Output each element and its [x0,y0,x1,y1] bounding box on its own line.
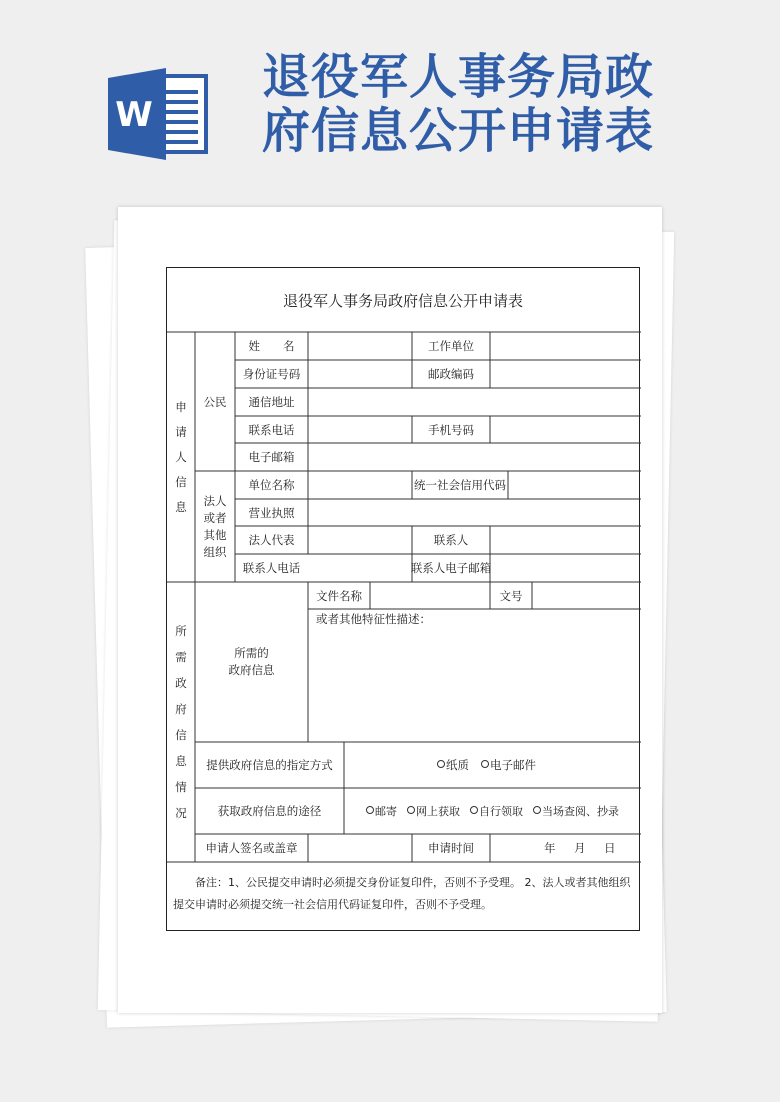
legal-label-line: 组织 [203,544,227,559]
workplace-label: 工作单位 [428,339,474,353]
section-char: 府 [175,702,187,716]
delivery-method-label: 提供政府信息的指定方式 [206,758,333,772]
section-char: 息 [175,754,187,768]
date-field[interactable] [490,834,641,862]
word-icon-letter: W [115,95,153,135]
delivery-option-paper[interactable] [437,757,469,773]
description-label: 或者其他特征性描述： [316,612,431,626]
channel-options [344,788,641,834]
apply-time-label: 申请时间 [428,841,474,855]
section-char: 请 [175,424,187,439]
signature-input[interactable] [308,834,412,862]
delivery-option-email[interactable] [481,757,536,773]
radio-icon [366,806,374,814]
channel-option-pickup[interactable] [470,803,523,819]
section-char: 申 [175,399,187,414]
contact-phone-label: 联系人电话 [242,561,301,575]
legal-label-line: 其他 [203,527,227,542]
section-char: 需 [175,650,187,664]
contact-email-label: 联系人电子邮箱 [410,561,492,575]
license-input[interactable] [308,499,641,526]
license-label: 营业执照 [248,505,295,520]
year-unit: 年 [544,841,556,855]
form-note: 备注：1、公民提交申请时必须提交身份证复印件，否则不予受理。 2、法人或者其他组织提交申请时必须提交统一社会信用代码证复印件，否则不予受理。 [173,876,631,911]
required-info-line: 所需的 [234,646,269,660]
section-char: 信 [175,474,187,489]
address-label: 通信地址 [248,395,295,409]
radio-icon [481,760,489,768]
contact-phone-input[interactable] [308,554,412,582]
mobile-input[interactable] [490,416,641,443]
contact-input[interactable] [490,526,641,554]
day-unit: 日 [604,841,616,855]
delivery-options [344,742,641,788]
credit-code-input[interactable] [508,471,641,499]
postcode-label: 邮政编码 [428,367,474,381]
section-char: 情 [175,780,187,794]
applicant-section-label [167,332,195,582]
id-number-input[interactable] [308,360,412,388]
option-label: 电子邮件 [490,758,536,772]
title-line-2: 府信息公开申请表 [262,103,655,159]
postcode-input[interactable] [490,360,641,388]
section-char: 政 [175,676,187,690]
contact-label: 联系人 [433,533,469,547]
workplace-input[interactable] [490,332,641,360]
signature-label: 申请人签名或盖章 [205,841,298,855]
section-char: 人 [175,449,187,464]
description-input[interactable] [308,628,641,740]
channel-option-onsite[interactable] [533,803,619,819]
option-label: 纸质 [446,758,469,772]
radio-icon [437,760,445,768]
radio-icon [533,806,541,814]
file-name-input[interactable] [370,582,490,609]
channel-label: 获取政府信息的途径 [217,804,322,818]
option-label: 当场查阅、抄录 [542,805,619,818]
org-name-input[interactable] [308,471,412,499]
email-input[interactable] [308,443,641,471]
contact-email-input[interactable] [490,554,641,582]
legal-label-line: 法人 [203,493,227,508]
month-unit: 月 [574,841,586,855]
application-form [166,267,640,931]
section-char: 所 [175,624,187,638]
phone-label: 联系电话 [248,422,295,437]
channel-option-mail[interactable] [366,803,397,819]
org-name-label: 单位名称 [248,478,295,492]
section-char: 息 [175,499,187,514]
section-char: 况 [175,806,187,820]
name-input[interactable] [308,332,412,360]
email-label: 电子邮箱 [248,450,295,464]
word-document-icon [108,68,208,160]
page-title [262,50,742,158]
section-char: 信 [175,728,187,742]
radio-icon [470,806,478,814]
mobile-label: 手机号码 [428,422,474,437]
required-info-line: 政府信息 [228,663,275,677]
phone-input[interactable] [308,416,412,443]
doc-number-label: 文号 [499,588,523,603]
required-info-label [195,582,308,742]
id-number-label: 身份证号码 [242,367,301,381]
address-input[interactable] [308,388,641,416]
info-section-label [167,582,195,862]
radio-icon [407,806,415,814]
citizen-label: 公民 [203,394,227,409]
title-line-1: 退役军人事务局政 [262,49,655,105]
channel-option-online[interactable] [407,803,460,819]
credit-code-label: 统一社会信用代码 [414,478,506,492]
legal-rep-input[interactable] [308,526,412,554]
file-name-label: 文件名称 [316,588,362,603]
form-title: 退役军人事务局政府信息公开申请表 [282,291,523,310]
option-label: 网上获取 [416,805,460,818]
doc-number-input[interactable] [532,582,641,609]
legal-label-line: 或者 [203,510,227,525]
option-label: 自行领取 [479,805,523,818]
legal-entity-label [195,471,235,582]
legal-rep-label: 法人代表 [248,533,295,547]
option-label: 邮寄 [375,805,397,818]
name-label: 姓 名 [248,339,295,353]
